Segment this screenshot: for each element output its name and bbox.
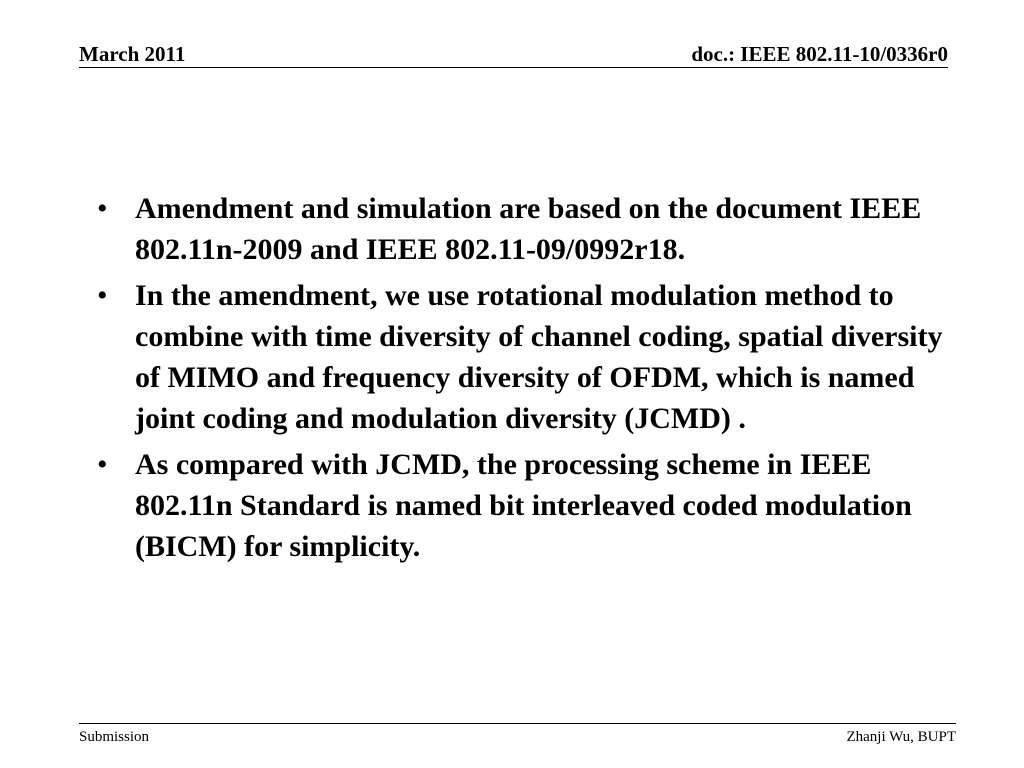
bullet-text: Amendment and simulation are based on the document IEEE 802.11n-2009 and IEEE 802.11-09/0992r18. <box>135 192 922 266</box>
bullet-item <box>95 275 955 439</box>
header-date: March 2011 <box>79 42 186 66</box>
bullet-icon: • <box>97 448 108 481</box>
header-doc-id: doc.: IEEE 802.11-10/0336r0 <box>691 42 948 66</box>
bullet-list <box>95 188 955 572</box>
bullet-item <box>95 444 955 567</box>
footer-divider <box>79 723 956 724</box>
bullet-text: As compared with JCMD, the processing scheme in IEEE 802.11n Standard is named bit interleaved coded modulation (BICM) for simplicity. <box>135 448 912 563</box>
bullet-icon: • <box>97 279 108 312</box>
footer-submission: Submission <box>79 729 150 745</box>
bullet-item <box>95 188 955 270</box>
bullet-icon: • <box>97 192 108 225</box>
header-divider <box>79 67 948 68</box>
bullet-text: In the amendment, we use rotational modulation method to combine with time diversity of channel coding, spatial diversity of MIMO and frequency diversity of OFDM, which is named joint coding and modulation diversity (JCMD) . <box>135 279 943 435</box>
footer-author: Zhanji Wu, BUPT <box>846 729 956 745</box>
